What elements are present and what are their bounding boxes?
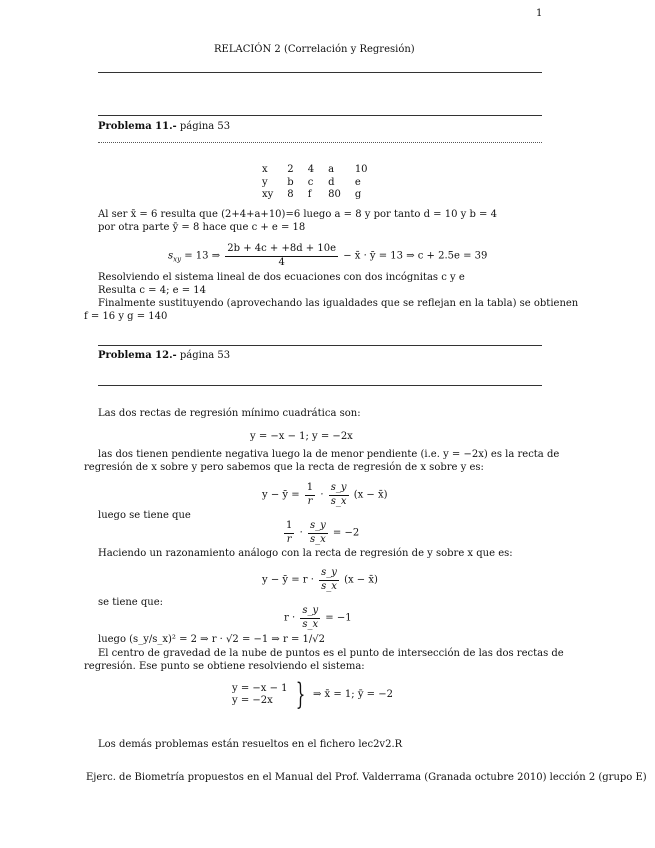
divider [98, 72, 542, 73]
table-cell: 4 [307, 164, 315, 175]
table-cell: 8 [287, 189, 294, 200]
eq-numerator: s_y [300, 605, 320, 619]
eq-numerator: s_y [308, 520, 328, 534]
text-line: luego se tiene que [98, 510, 191, 521]
eq-numerator: s_y [319, 567, 339, 581]
eq-text: = −2 [332, 527, 360, 539]
text-line: Haciendo un razonamiento análogo con la recta de regresión de y sobre x que es: [98, 548, 513, 559]
eq-text: · [299, 527, 303, 539]
eq-denominator: s_x [309, 533, 326, 545]
eq-text: (x − x̄) [353, 489, 388, 501]
eq-fraction [329, 482, 349, 508]
table-cell: g [354, 189, 362, 200]
table-row [255, 177, 375, 190]
eq-numerator: 2b + 4c + +8d + 10e [225, 243, 338, 257]
system-line: y = −x − 1 [232, 682, 288, 694]
table-row [255, 164, 375, 177]
text-line: Las dos rectas de regresión mínimo cuadrática son: [98, 408, 361, 419]
data-table [255, 164, 375, 202]
eq-text: · [320, 489, 324, 501]
table-cell: xy [262, 189, 274, 200]
eq-denominator: r [307, 495, 313, 507]
dotted-separator [98, 142, 542, 143]
table-cell: c [307, 176, 314, 188]
text-line: por otra parte ȳ = 8 hace que c + e = 18 [98, 222, 306, 233]
divider [98, 385, 542, 386]
system-lines [232, 683, 288, 708]
text-line: Al ser x̄ = 6 resulta que (2+4+a+10)=6 luego a = 8 y por tanto d = 10 y b = 4 [98, 209, 497, 220]
eq-denominator: r [286, 533, 292, 545]
table-cell: d [328, 176, 335, 188]
divider [98, 345, 542, 346]
eq-fraction [284, 520, 294, 546]
equation-sxy [168, 243, 487, 269]
equation-r [284, 605, 352, 631]
problem12-heading [98, 350, 230, 363]
brace-icon: } [295, 677, 306, 712]
table-cell: f [307, 189, 312, 200]
eq-fraction [308, 520, 328, 546]
text-line: Resolviendo el sistema lineal de dos ecuaciones con dos incógnitas c y e [98, 272, 465, 283]
eq-text: r · [284, 612, 296, 624]
header-title: RELACIÓN 2 (Correlación y Regresión) [214, 44, 415, 55]
eq-text: y − ȳ = [262, 489, 300, 501]
text-line: El centro de gravedad de la nube de puntos es el punto de intersección de las dos rectas de [98, 648, 564, 659]
divider [98, 115, 542, 116]
table-cell: y [262, 176, 268, 188]
problem11-page: página 53 [179, 121, 231, 132]
eq-fraction [305, 482, 315, 508]
text-line: regresión de x sobre y pero sabemos que la recta de regresión de x sobre y es: [84, 462, 484, 473]
equation-slope [282, 520, 359, 546]
eq-text: ⇒ x̄ = 1; ȳ = −2 [312, 688, 393, 700]
eq-symbol: s [168, 250, 174, 262]
eq-numerator: 1 [284, 520, 294, 534]
eq-text: = 13 ⇒ [184, 250, 221, 262]
eq-fraction [225, 243, 338, 269]
footer: Ejerc. de Biometría propuestos en el Manual del Prof. Valderrama (Granada octubre 2010) lección 2 (grupo E) [86, 772, 647, 783]
eq-text: (x − x̄) [344, 574, 378, 586]
system-line: y = −2x [232, 695, 273, 706]
page-number: 1 [536, 8, 543, 19]
equation-regression-xy [262, 482, 388, 508]
eq-text: y − ȳ = r · [262, 574, 314, 586]
text-line: las dos tienen pendiente negativa luego la de menor pendiente (i.e. y = −2x) es la recta de [98, 449, 560, 460]
table-cell: 10 [354, 164, 368, 175]
text-line: Finalmente sustituyendo (aprovechando las igualdades que se reflejan en la tabla) se obtienen [98, 298, 579, 309]
eq-fraction [300, 605, 320, 631]
text-line: Resulta c = 4; e = 14 [98, 285, 207, 296]
equation-regression-yx [262, 567, 378, 593]
eq-text: = −1 [325, 612, 352, 624]
table-cell: e [354, 176, 361, 188]
equation-system [232, 677, 393, 712]
equation: y = −x − 1; y = −2x [250, 431, 353, 442]
eq-subscript: xy [173, 255, 182, 264]
problem11-heading [98, 121, 230, 134]
table-cell: b [287, 176, 294, 188]
eq-numerator: 1 [305, 482, 315, 496]
eq-denominator: 4 [278, 256, 285, 268]
problem12-label: Problema 12.- [98, 350, 177, 361]
eq-denominator: s_x [330, 495, 347, 507]
text-line: se tiene que: [98, 597, 164, 608]
problem12-page: página 53 [179, 350, 231, 361]
eq-fraction [319, 567, 339, 593]
text-line: luego (s_y/s_x)² = 2 ⇒ r · √2 = −1 ⇒ r = 1/√2 [98, 634, 325, 645]
text-line: regresión. Ese punto se obtiene resolviendo el sistema: [84, 661, 365, 672]
eq-numerator: s_y [329, 482, 349, 496]
table-cell: x [262, 164, 268, 175]
table-cell: a [328, 164, 335, 175]
table-cell: 2 [287, 164, 294, 175]
text-line: f = 16 y g = 140 [84, 311, 168, 322]
eq-denominator: s_x [321, 580, 337, 592]
table-row [255, 189, 375, 202]
eq-text: − x̄ · ȳ = 13 ⇒ c + 2.5e = 39 [343, 250, 488, 262]
problem11-label: Problema 11.- [98, 121, 177, 132]
text-line: Los demás problemas están resueltos en el fichero lec2v2.R [98, 739, 403, 750]
eq-denominator: s_x [302, 618, 319, 630]
table-cell: 80 [328, 189, 341, 200]
